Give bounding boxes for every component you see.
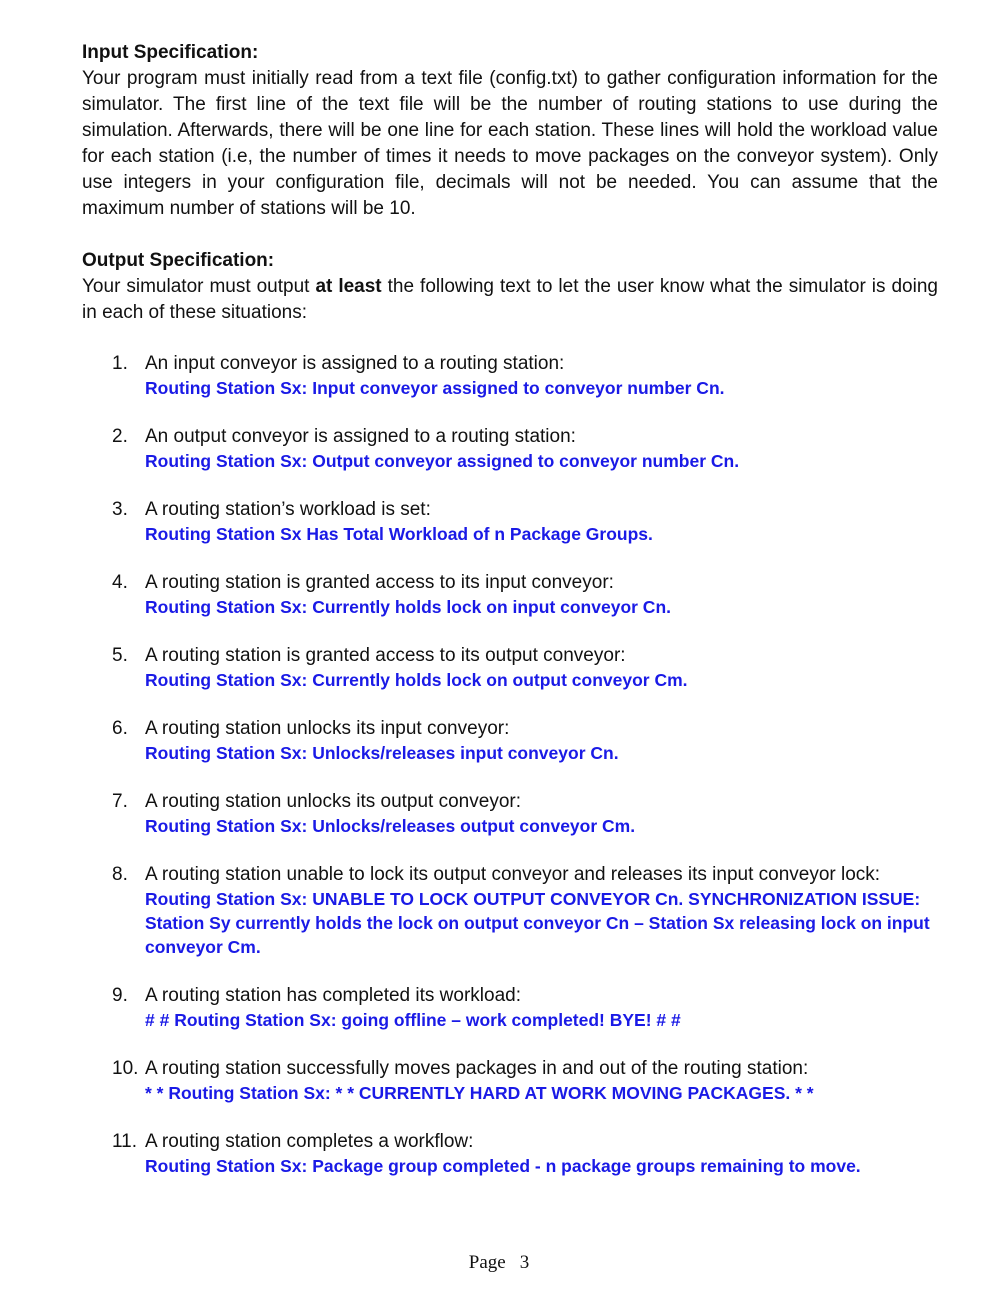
item-number: 4. <box>112 572 128 593</box>
item-number: 9. <box>112 985 128 1006</box>
item-description: A routing station is granted access to its output conveyor: <box>145 645 626 666</box>
output-spec-heading: Output Specification: <box>82 250 275 271</box>
item-number: 1. <box>112 353 128 374</box>
item-message: Routing Station Sx: Output conveyor assigned to conveyor number Cn. <box>145 451 740 471</box>
page-label: Page <box>468 1252 506 1273</box>
input-spec-paragraph: Your program must initially read from a text file (config.txt) to gather configuration information for the simulator. The first line of the text file will be the number of routing stations to use during the simulation. Afterwards, there will be one line for each station. These lines will hold the workload value for each station (i.e, the number of times it needs to move packages on the conveyor system). Only use integers in your configuration file, decimals will not be needed. You can assume that the maximum number of stations will be 10. <box>82 68 938 219</box>
intro-text-after: the following text to let the user know what the simulator is doing in each of these situations: <box>82 276 938 323</box>
list-item <box>82 790 938 838</box>
item-number: 10. <box>112 1058 139 1079</box>
item-number: 5. <box>112 645 128 666</box>
item-message: Routing Station Sx: Currently holds lock on input conveyor Cn. <box>145 597 671 617</box>
output-spec-intro <box>82 274 938 326</box>
item-number: 11. <box>112 1131 138 1152</box>
item-message: Routing Station Sx: Unlocks/releases input conveyor Cn. <box>145 743 619 763</box>
intro-text-bold: at least <box>315 276 382 297</box>
item-number: 6. <box>112 718 128 739</box>
output-message-list <box>82 352 938 1178</box>
item-description: An input conveyor is assigned to a routing station: <box>145 353 565 374</box>
item-message: Routing Station Sx: Input conveyor assigned to conveyor number Cn. <box>145 378 725 398</box>
item-message: Routing Station Sx: Currently holds lock on output conveyor Cm. <box>145 670 688 690</box>
list-item <box>82 863 938 959</box>
page-footer <box>0 1252 998 1274</box>
item-description: A routing station unable to lock its output conveyor and releases its input conveyor lock: <box>145 864 881 885</box>
list-item <box>82 425 938 473</box>
item-description: An output conveyor is assigned to a routing station: <box>145 426 576 447</box>
list-item <box>82 984 938 1032</box>
list-item <box>82 717 938 765</box>
item-number: 7. <box>112 791 128 812</box>
item-message: Routing Station Sx: Unlocks/releases output conveyor Cm. <box>145 816 636 836</box>
item-description: A routing station completes a workflow: <box>145 1131 474 1152</box>
item-number: 3. <box>112 499 128 520</box>
list-item <box>82 498 938 546</box>
list-item <box>82 352 938 400</box>
page-number: 3 <box>519 1252 530 1273</box>
list-item <box>82 1130 938 1178</box>
item-message: # # Routing Station Sx: going offline – work completed! BYE! # # <box>145 1010 681 1030</box>
item-description: A routing station is granted access to its input conveyor: <box>145 572 614 593</box>
item-description: A routing station has completed its workload: <box>145 985 521 1006</box>
document-page <box>82 40 938 1203</box>
item-number: 8. <box>112 864 128 885</box>
item-description: A routing station unlocks its input conveyor: <box>145 718 510 739</box>
item-message: Routing Station Sx: UNABLE TO LOCK OUTPUT CONVEYOR Cn. SYNCHRONIZATION ISSUE: Station Sy currently holds the lock on output conveyor Cn – Station Sx releasing lock on input conveyor Cm. <box>145 889 930 957</box>
item-description: A routing station’s workload is set: <box>145 499 431 520</box>
list-item <box>82 1057 938 1105</box>
input-spec-heading: Input Specification: <box>82 42 259 63</box>
item-message: Routing Station Sx Has Total Workload of n Package Groups. <box>145 524 653 544</box>
item-number: 2. <box>112 426 128 447</box>
list-item <box>82 644 938 692</box>
item-description: A routing station successfully moves packages in and out of the routing station: <box>145 1058 809 1079</box>
item-message: * * Routing Station Sx: * * CURRENTLY HARD AT WORK MOVING PACKAGES. * * <box>145 1083 814 1103</box>
item-description: A routing station unlocks its output conveyor: <box>145 791 521 812</box>
list-item <box>82 571 938 619</box>
intro-text-before: Your simulator must output <box>82 276 316 297</box>
item-message: Routing Station Sx: Package group completed - n package groups remaining to move. <box>145 1156 861 1176</box>
